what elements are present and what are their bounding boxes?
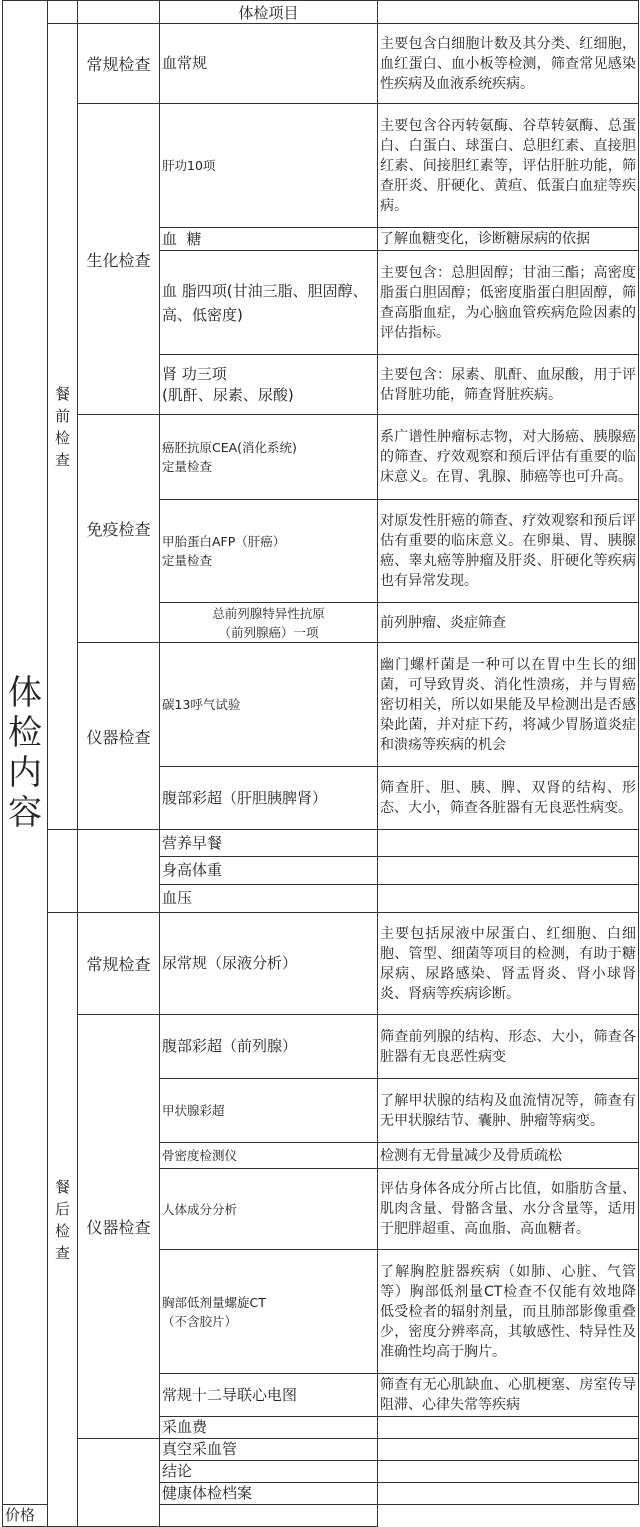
- desc-cell: 筛查肝、胆、胰、脾、双肾的结构、形态、大小，筛查各脏器有无良恶性病变。: [378, 767, 639, 830]
- desc-cell: 主要包含：尿素、肌酐、血尿酸，用于评估肾脏功能，筛查肾脏疾病。: [378, 355, 639, 415]
- item-cell: 甲胎蛋白AFP（肝癌） 定量检查: [160, 500, 378, 603]
- item-cell: 骨密度检测仪: [160, 1143, 378, 1169]
- item-cell: 肾 功三项 (肌酐、尿素、尿酸): [160, 355, 378, 415]
- category-immune: 免疫检查: [78, 415, 160, 643]
- item-cell: 胸部低剂量螺旋CT （不含胶片）: [160, 1250, 378, 1374]
- desc-cell: 检测有无骨量减少及骨质疏松: [378, 1143, 639, 1169]
- desc-cell: 对原发性肝癌的筛查、疗效观察和预后评估有重要的临床意义。在卵巢、胃、胰腺癌、睾丸癌等肿瘤及肝炎、肝硬化等疾病也有异常发现。: [378, 500, 639, 603]
- desc-cell: 主要包含谷丙转氨酶、谷草转氨酶、总蛋白、白蛋白、球蛋白、总胆红素、直接胆红素、间接胆红素等，评估肝脏功能，筛查肝炎、肝硬化、黄疸、低蛋白血症等疾病。: [378, 104, 639, 228]
- item-cell: 营养早餐: [160, 830, 378, 857]
- desc-cell: 前列肿瘤、炎症筛查: [378, 603, 639, 643]
- item-cell: 肝功10项: [160, 104, 378, 228]
- item-cell: 身高体重: [160, 857, 378, 885]
- desc-cell: 系广谱性肿瘤标志物，对大肠癌、胰腺癌的筛查、疗效观察和预后评估有重要的临床意义。在胃、乳腺、肺癌等也可升高。: [378, 415, 639, 500]
- desc-cell: 筛查前列腺的结构、形态、大小，筛查各脏器有无良恶性病变: [378, 1015, 639, 1079]
- item-cell: 血 脂四项(甘油三脂、胆固醇、高、低密度): [160, 251, 378, 355]
- desc-cell: 主要包括尿液中尿蛋白、红细胞、白细胞、管型、细菌等项目的检测，有助于糖尿病、尿路感染、肾盂肾炎、肾小球肾炎、肾病等疾病诊断。: [378, 913, 639, 1015]
- desc-cell: 筛查有无心肌缺血、心肌梗塞、房室传导阻滞、心律失常等疾病: [378, 1374, 639, 1417]
- item-cell: 价格: [3, 1505, 48, 1527]
- desc-cell: 幽门螺杆菌是一种可以在胃中生长的细菌，可导致胃炎、消化性溃疡，并与胃癌密切相关，所以如果能及早检测出是否感染此菌，并对症下药，将减少胃肠道炎症和溃疡等疾病的机会: [378, 643, 639, 767]
- item-cell: 结论: [160, 1461, 378, 1483]
- item-cell: 人体成分分析: [160, 1169, 378, 1250]
- category-biochem: 生化检查: [78, 104, 160, 415]
- item-cell: 甲状腺彩超: [160, 1079, 378, 1143]
- outer-label: 体检内容: [3, 1, 48, 1505]
- item-cell: 健康体检档案: [160, 1483, 378, 1505]
- header-items: 体检项目: [160, 1, 378, 24]
- desc-cell: 主要包含：总胆固醇；甘油三酯；高密度脂蛋白胆固醇；低密度脂蛋白胆固醇，筛查高脂血症，为心脑血管疾病危险因素的评估指标。: [378, 251, 639, 355]
- desc-cell: 了解血糖变化，诊断糖尿病的依据: [378, 228, 639, 251]
- item-cell: 总前列腺特异性抗原 （前列腺癌）一项: [160, 603, 378, 643]
- category-instrument-2: 仪器检查: [78, 1015, 160, 1439]
- item-cell: 血 糖: [160, 228, 378, 251]
- section-post-meal: 餐后检查: [48, 913, 78, 1527]
- item-cell: 腹部彩超（前列腺）: [160, 1015, 378, 1079]
- category-instrument: 仪器检查: [78, 643, 160, 830]
- category-routine-2: 常规检查: [78, 913, 160, 1015]
- section-pre-meal: 餐前检查: [48, 24, 78, 830]
- item-cell: 癌胚抗原CEA(消化系统) 定量检查: [160, 415, 378, 500]
- desc-cell: 了解甲状腺的结构及血流情况等，筛查有无甲状腺结节、囊肿、肿瘤等病变。: [378, 1079, 639, 1143]
- item-cell: 采血费: [160, 1417, 378, 1439]
- item-cell: 常规十二导联心电图: [160, 1374, 378, 1417]
- item-cell: 尿常规（尿液分析）: [160, 913, 378, 1015]
- item-cell: 真空采血管: [160, 1439, 378, 1461]
- category-routine: 常规检查: [78, 24, 160, 104]
- desc-cell: 评估身体各成分所占比值，如脂肪含量、肌肉含量、骨骼含量、水分含量等，适用于肥胖超重、高血脂、高血糖者。: [378, 1169, 639, 1250]
- desc-cell: 了解胸腔脏器疾病（如肺、心脏、气管等）胸部低剂量CT检查不仅能有效地降低受检者的辐射剂量，而且肺部影像重叠少，密度分辨率高，其敏感性、特异性及准确性均高于胸片。: [378, 1250, 639, 1374]
- item-cell: 碳13呼气试验: [160, 643, 378, 767]
- desc-cell: 主要包含白细胞计数及其分类、红细胞，血红蛋白、血小板等检测，筛查常见感染性疾病及血液系统疾病。: [378, 24, 639, 104]
- checkup-table: [2, 0, 639, 1527]
- item-cell: 血压: [160, 885, 378, 913]
- item-cell: 血常规: [160, 24, 378, 104]
- item-cell: 腹部彩超（肝胆胰脾肾）: [160, 767, 378, 830]
